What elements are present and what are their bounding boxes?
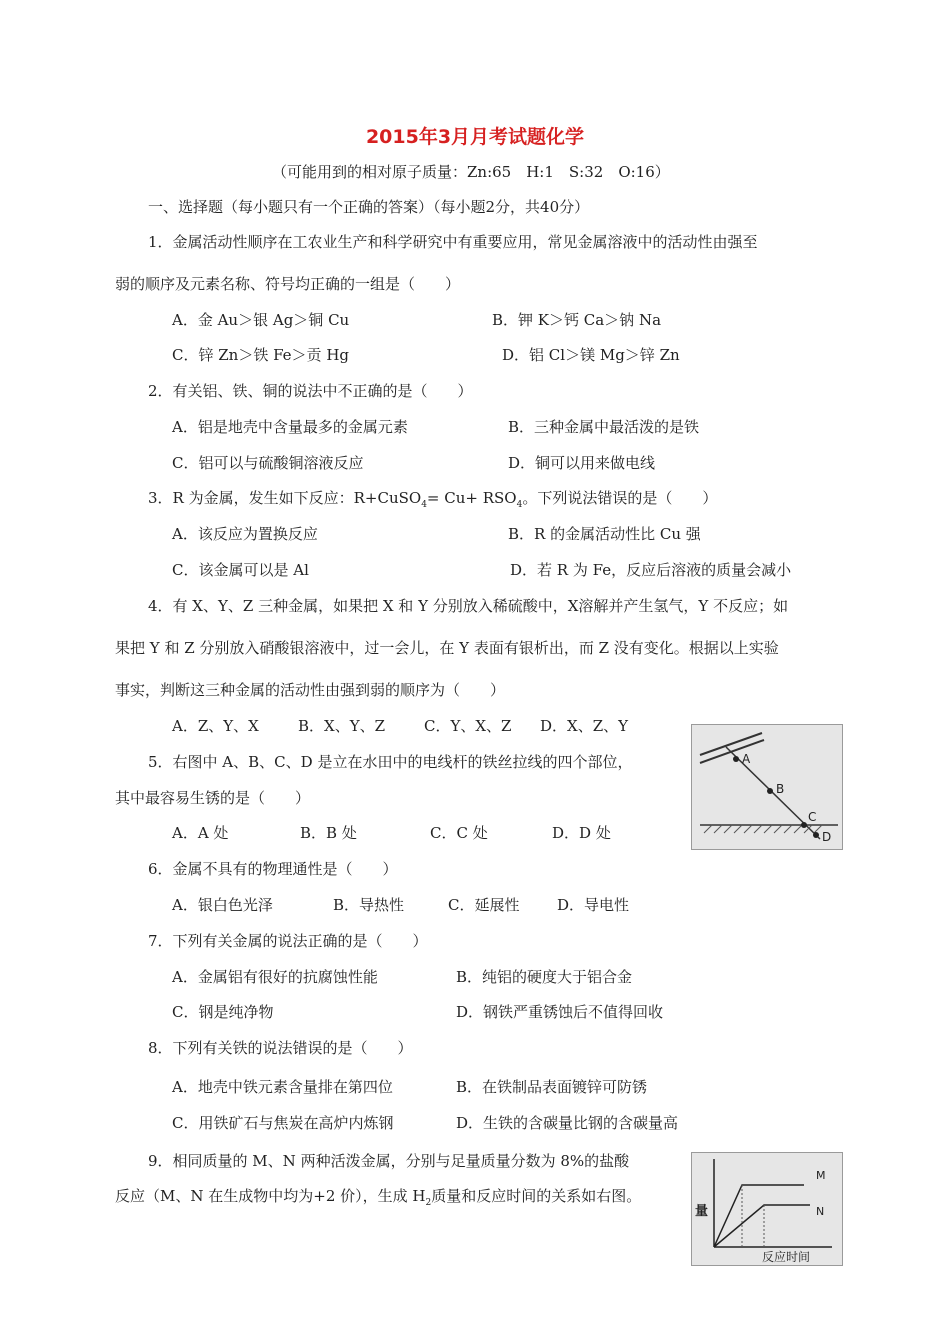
q4-option-b: B．X、Y、Z (298, 717, 386, 735)
q6-option-a: A．银白色光泽 (172, 896, 273, 914)
q1-stem-line2: 弱的顺序及元素名称、符号均正确的一组是（ ） (115, 275, 461, 293)
q9-stem-line2 (115, 1186, 641, 1213)
q6-option-b: B．导热性 (333, 896, 405, 914)
y-axis-label: 量 (695, 1204, 709, 1219)
q6-option-c: C．延展性 (448, 896, 520, 914)
section-heading: 一、选择题（每小题只有一个正确的答案）（每小题2分，共40分） (148, 198, 590, 216)
q3-subscript-2: 4 (516, 500, 523, 510)
label-d: D (822, 830, 832, 844)
q6-stem: 6．金属不具有的物理通性是（ ） (148, 860, 398, 878)
q2-option-b: B．三种金属中最活泼的是铁 (508, 418, 700, 436)
q1-option-d: D．铝 Cl＞镁 Mg＞锌 Zn (502, 346, 680, 364)
q7-stem: 7．下列有关金属的说法正确的是（ ） (148, 932, 428, 950)
q8-option-a: A．地壳中铁元素含量排在第四位 (172, 1078, 393, 1096)
q3-stem-suffix: 。下列说法错误的是（ ） (522, 489, 718, 507)
q7-option-b: B．纯铝的硬度大于铝合金 (456, 968, 633, 986)
h2-mass-graph (691, 1152, 843, 1266)
q5-option-a: A．A 处 (172, 824, 229, 842)
q5-option-b: B．B 处 (300, 824, 357, 842)
q9-stem-line1: 9．相同质量的 M、N 两种活泼金属，分别与足量质量分数为 8%的盐酸 (148, 1152, 630, 1170)
q5-stem-line1: 5．右图中 A、B、C、D 是立在水田中的电线杆的铁丝拉线的四个部位， (148, 753, 633, 771)
label-c: C (808, 810, 817, 824)
q4-option-d: D．X、Z、Y (540, 717, 629, 735)
q9-subscript: 2 (425, 1198, 432, 1208)
curve-label-m: M (816, 1169, 826, 1182)
q2-option-a: A．铝是地壳中含量最多的金属元素 (172, 418, 408, 436)
q4-stem-line3: 事实，判断这三种金属的活动性由强到弱的顺序为（ ） (115, 681, 506, 699)
q8-option-d: D．生铁的含碳量比钢的含碳量高 (456, 1114, 679, 1132)
atomic-mass-note: （可能用到的相对原子质量：Zn:65 H:1 S:32 O:16） (272, 163, 670, 181)
q1-stem-line1: 1．金属活动性顺序在工农业生产和科学研究中有重要应用，常见金属溶液中的活动性由强至 (148, 233, 758, 251)
q5-option-d: D．D 处 (552, 824, 611, 842)
q2-stem: 2．有关铝、铁、铜的说法中不正确的是（ ） (148, 382, 473, 400)
curve-label-n: N (816, 1205, 825, 1218)
q7-option-a: A．金属铝有很好的抗腐蚀性能 (172, 968, 378, 986)
q9-stem-line2-suffix: 质量和反应时间的关系如右图。 (431, 1187, 642, 1205)
q3-option-a: A．该反应为置换反应 (172, 525, 318, 543)
q9-stem-line2-prefix: 反应（M、N 在生成物中均为+2 价），生成 H (115, 1187, 426, 1205)
q8-option-c: C．用铁矿石与焦炭在高炉内炼钢 (172, 1114, 394, 1132)
q3-option-d: D．若 R 为 Fe，反应后溶液的质量会减小 (510, 561, 792, 579)
q3-stem (148, 488, 717, 515)
q4-option-c: C．Y、X、Z (424, 717, 512, 735)
q3-stem-prefix: 3．R 为金属，发生如下反应：R+CuSO (148, 489, 422, 507)
q1-option-c: C．锌 Zn＞铁 Fe＞贡 Hg (172, 346, 350, 364)
q1-option-b: B．钾 K＞钙 Ca＞钠 Na (492, 311, 662, 329)
q3-option-c: C．该金属可以是 Al (172, 561, 309, 579)
q3-option-b: B．R 的金属活动性比 Cu 强 (508, 525, 701, 543)
q5-stem-line2: 其中最容易生锈的是（ ） (115, 789, 311, 807)
q4-stem-line2: 果把 Y 和 Z 分别放入硝酸银溶液中，过一会儿，在 Y 表面有银析出，而 Z 没有变化。根据以上实验 (115, 639, 779, 657)
q7-option-c: C．钢是纯净物 (172, 1003, 274, 1021)
x-axis-label: 反应时间 (762, 1250, 811, 1264)
q8-stem: 8．下列有关铁的说法错误的是（ ） (148, 1039, 413, 1057)
q6-option-d: D．导电性 (557, 896, 630, 914)
guy-wire-figure (691, 724, 843, 850)
q7-option-d: D．钢铁严重锈蚀后不值得回收 (456, 1003, 664, 1021)
q2-option-c: C．铝可以与硫酸铜溶液反应 (172, 454, 364, 472)
q1-option-a: A．金 Au＞银 Ag＞铜 Cu (172, 311, 350, 329)
q5-option-c: C．C 处 (430, 824, 488, 842)
q4-stem-line1: 4．有 X、Y、Z 三种金属，如果把 X 和 Y 分别放入稀硫酸中，X溶解并产生氢气，Y 不反应；如 (148, 597, 789, 615)
q8-option-b: B．在铁制品表面镀锌可防锈 (456, 1078, 648, 1096)
q4-option-a: A．Z、Y、X (172, 717, 259, 735)
label-b: B (776, 782, 785, 796)
label-a: A (742, 752, 751, 766)
page-title: 2015年3月月考试题化学 (365, 126, 585, 148)
q3-subscript-1: 4 (421, 500, 427, 510)
q3-stem-mid: = Cu+ RSO (426, 489, 517, 507)
q2-option-d: D．铜可以用来做电线 (508, 454, 656, 472)
